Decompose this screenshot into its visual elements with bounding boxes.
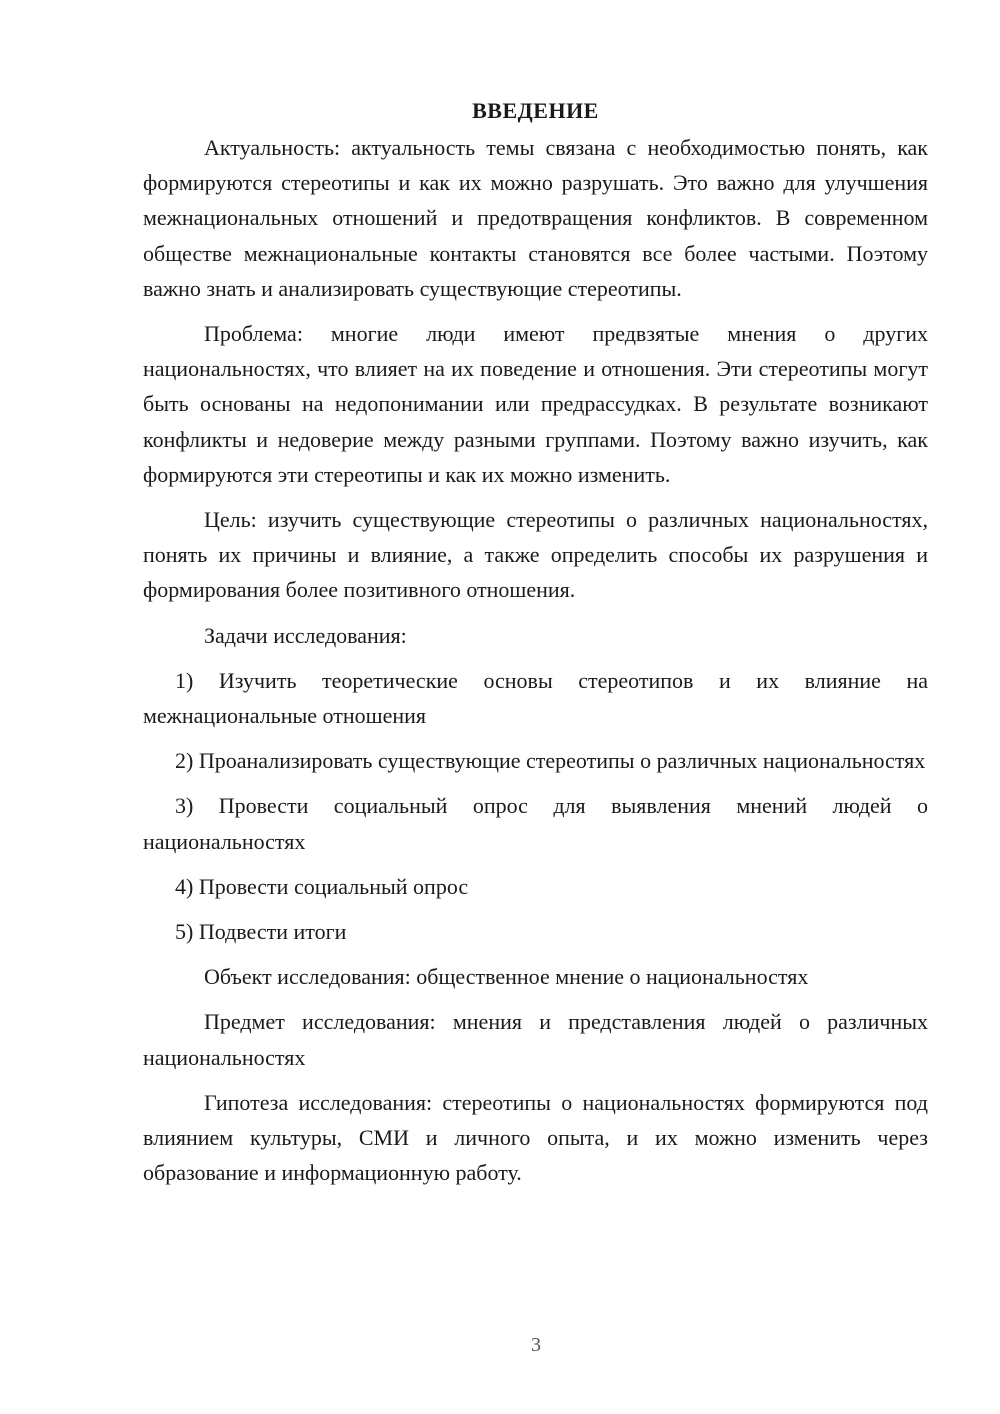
- list-item: 4) Провести социальный опрос: [175, 873, 469, 899]
- list-item: 2) Проанализировать существующие стереотипы о различных национальностях: [175, 748, 926, 774]
- list-item: 3) Провести социальный опрос для выявления мнений людей о национальностях: [143, 793, 928, 854]
- page-title: ВВЕДЕНИЕ: [472, 98, 599, 123]
- list-item: 5) Подвести итоги: [175, 919, 347, 945]
- goal-paragraph: Цель: изучить существующие стереотипы о различных национальностях, понять их причины и влияние, а также определить способы их разрушения и формирования более позитивного отношения.: [143, 507, 928, 603]
- problem-paragraph: Проблема: многие люди имеют предвзятые мнения о других национальностях, что влияет на их поведение и отношения. Эти стереотипы могут быть основаны на недопонимании или предрассудках. В результате возникают конфликты и недоверие между разными группами. Поэтому важно изучить, как формируются эти стереотипы и как их можно изменить.: [143, 321, 928, 487]
- document-page: [143, 93, 928, 1200]
- tasks-heading: Задачи исследования:: [204, 622, 407, 648]
- subject-paragraph: Предмет исследования: мнения и представления людей о различных национальностях: [143, 1009, 928, 1070]
- tasks-list: [143, 663, 928, 949]
- relevance-paragraph: Актуальность: актуальность темы связана с необходимостью понять, как формируются стереотипы и как их можно разрушать. Это важно для улучшения межнациональных отношений и предотвращения конфликтов. В современном обществе межнациональные контакты становятся все более частыми. Поэтому важно знать и анализировать существующие стереотипы.: [143, 135, 928, 301]
- list-item: 1) Изучить теоретические основы стереотипов и их влияние на межнациональные отношения: [143, 667, 928, 729]
- page-number: 3: [531, 1334, 541, 1356]
- hypothesis-paragraph: Гипотеза исследования: стереотипы о национальностях формируются под влиянием культуры, СМИ и личного опыта, и их можно изменить через образование и информационную работу.: [143, 1089, 928, 1186]
- object-paragraph: Объект исследования: общественное мнение о национальностях: [204, 964, 809, 990]
